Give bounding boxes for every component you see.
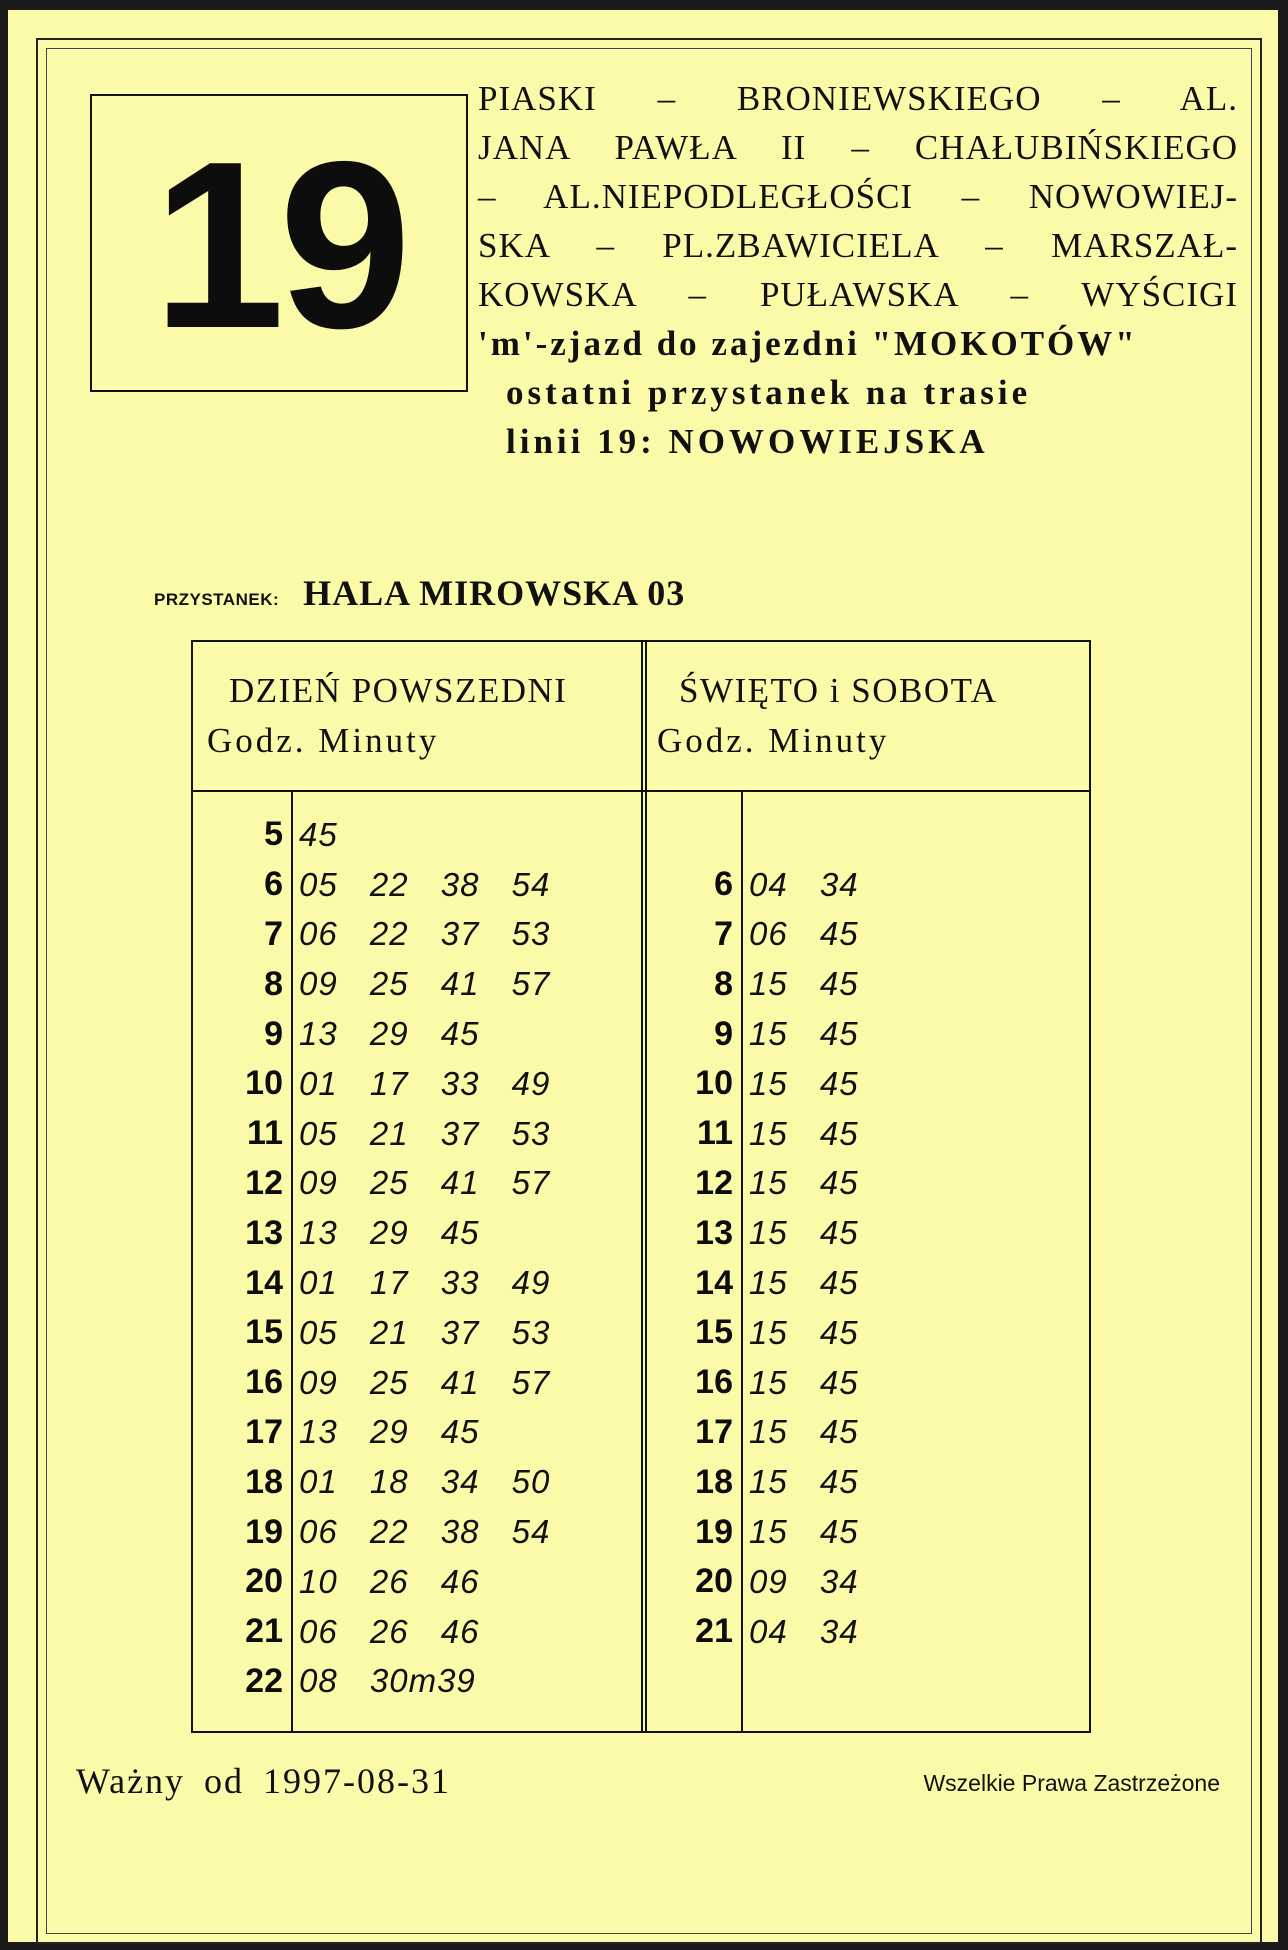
hour-cell: 15 <box>695 1313 733 1352</box>
hour-cell: 11 <box>247 1114 283 1153</box>
minutes-cell: 15 45 <box>749 1015 859 1053</box>
route-line: – AL.NIEPODLEGŁOŚCI – NOWOWIEJ- <box>478 177 1238 216</box>
valid-from: Ważny od 1997-08-31 <box>76 1761 452 1801</box>
schedule-row <box>193 1308 550 1358</box>
schedule-row <box>193 959 550 1009</box>
hour-cell: 5 <box>264 815 283 854</box>
hour-cell: 18 <box>245 1462 283 1501</box>
minutes-cell: 09 25 41 57 <box>299 965 551 1003</box>
hour-cell: 11 <box>697 1114 733 1153</box>
weekday-subtitle: Godz. Minuty <box>207 721 440 760</box>
schedule-row <box>643 1557 859 1607</box>
timetable-grid <box>191 640 1091 1733</box>
schedule-row <box>643 1607 859 1657</box>
schedule-row <box>643 1059 859 1109</box>
hour-cell: 9 <box>714 1014 733 1053</box>
minutes-cell: 45 <box>299 815 338 853</box>
route-description <box>478 74 1238 466</box>
hour-cell: 14 <box>695 1263 733 1302</box>
minutes-cell: 06 22 37 53 <box>299 915 551 953</box>
schedule-row <box>643 1009 859 1059</box>
hour-cell: 22 <box>245 1661 283 1700</box>
minutes-cell: 15 45 <box>749 965 859 1003</box>
schedule-row <box>193 1408 550 1458</box>
minutes-cell: 09 25 41 57 <box>299 1164 551 1202</box>
schedule-row <box>643 1208 859 1258</box>
minutes-cell: 13 29 45 <box>299 1214 480 1252</box>
minutes-cell: 01 17 33 49 <box>299 1264 551 1302</box>
minutes-cell: 13 29 45 <box>299 1413 480 1451</box>
minutes-cell: 08 30m39 <box>299 1662 476 1700</box>
weekday-schedule <box>193 810 550 1706</box>
minutes-cell: 15 45 <box>749 1164 859 1202</box>
schedule-row <box>193 1657 550 1707</box>
schedule-row <box>193 1557 550 1607</box>
minutes-cell: 06 26 46 <box>299 1612 480 1650</box>
hour-cell: 17 <box>695 1412 733 1451</box>
route-line: PIASKI – BRONIEWSKIEGO – AL. <box>478 79 1238 118</box>
holiday-title: ŚWIĘTO i SOBOTA <box>679 671 998 710</box>
route-line: SKA – PL.ZBAWICIELA – MARSZAŁ- <box>478 226 1238 265</box>
schedule-row <box>643 1258 859 1308</box>
line-number: 19 <box>152 113 406 378</box>
line-number-box <box>90 94 468 392</box>
hour-cell: 13 <box>695 1213 733 1252</box>
hour-cell: 21 <box>245 1612 283 1651</box>
route-note: linii 19: NOWOWIEJSKA <box>506 422 989 461</box>
hour-cell: 19 <box>695 1512 733 1551</box>
hour-cell: 21 <box>695 1612 733 1651</box>
hour-cell: 13 <box>245 1213 283 1252</box>
schedule-row <box>193 1159 550 1209</box>
route-line: JANA PAWŁA II – CHAŁUBIŃSKIEGO <box>478 128 1238 167</box>
minutes-cell: 05 21 37 53 <box>299 1313 551 1351</box>
schedule-row <box>193 1607 550 1657</box>
hour-cell: 12 <box>245 1163 283 1202</box>
weekday-header <box>207 666 567 766</box>
schedule-row <box>193 1009 550 1059</box>
stop-name: HALA MIROWSKA 03 <box>303 573 686 613</box>
schedule-row <box>643 1109 859 1159</box>
weekday-title: DZIEŃ POWSZEDNI <box>229 671 568 710</box>
holiday-subtitle: Godz. Minuty <box>657 721 890 760</box>
rights-notice: Wszelkie Prawa Zastrzeżone <box>923 1770 1220 1796</box>
holiday-header <box>657 666 998 766</box>
schedule-row <box>193 1208 550 1258</box>
minutes-cell: 15 45 <box>749 1413 859 1451</box>
hour-cell: 6 <box>264 865 283 904</box>
minutes-cell: 15 45 <box>749 1513 859 1551</box>
schedule-row <box>193 1109 550 1159</box>
schedule-row <box>643 910 859 960</box>
minutes-cell: 10 26 46 <box>299 1562 480 1600</box>
hour-cell: 8 <box>714 964 733 1003</box>
schedule-row <box>193 1358 550 1408</box>
hour-cell: 10 <box>245 1064 283 1103</box>
minutes-cell: 06 22 38 54 <box>299 1513 551 1551</box>
schedule-row <box>643 1457 859 1507</box>
header-rule <box>193 790 1089 792</box>
hour-cell: 20 <box>695 1562 733 1601</box>
schedule-row <box>193 1507 550 1557</box>
hour-cell: 16 <box>245 1363 283 1402</box>
stop-info <box>154 572 685 614</box>
schedule-row <box>643 860 859 910</box>
hour-cell: 16 <box>695 1363 733 1402</box>
schedule-row <box>643 1358 859 1408</box>
minutes-cell: 05 21 37 53 <box>299 1114 551 1152</box>
hour-cell: 9 <box>264 1014 283 1053</box>
minutes-cell: 15 45 <box>749 1264 859 1302</box>
minutes-cell: 15 45 <box>749 1313 859 1351</box>
minutes-cell: 06 45 <box>749 915 859 953</box>
hour-cell: 14 <box>245 1263 283 1302</box>
timetable-sheet <box>8 10 1278 1942</box>
schedule-row <box>193 1059 550 1109</box>
hour-cell: 15 <box>245 1313 283 1352</box>
schedule-row <box>643 810 859 860</box>
minutes-cell: 04 34 <box>749 1612 859 1650</box>
route-note: 'm'-zjazd do zajezdni "MOKOTÓW" <box>478 324 1138 363</box>
minutes-cell: 09 34 <box>749 1562 859 1600</box>
minutes-cell: 15 45 <box>749 1114 859 1152</box>
minutes-cell: 15 45 <box>749 1214 859 1252</box>
minutes-cell: 04 34 <box>749 865 859 903</box>
schedule-row <box>193 910 550 960</box>
minutes-cell: 15 45 <box>749 1363 859 1401</box>
schedule-row <box>193 1258 550 1308</box>
hour-cell: 7 <box>714 914 733 953</box>
schedule-row <box>643 1507 859 1557</box>
hour-cell: 17 <box>245 1412 283 1451</box>
minutes-cell: 15 45 <box>749 1064 859 1102</box>
route-note: ostatni przystanek na trasie <box>506 373 1032 412</box>
schedule-row <box>643 1159 859 1209</box>
hour-cell: 12 <box>695 1163 733 1202</box>
hour-cell: 18 <box>695 1462 733 1501</box>
minutes-cell: 01 17 33 49 <box>299 1064 551 1102</box>
hour-cell: 7 <box>264 914 283 953</box>
schedule-row <box>193 860 550 910</box>
minutes-cell: 13 29 45 <box>299 1015 480 1053</box>
minutes-cell: 09 25 41 57 <box>299 1363 551 1401</box>
minutes-cell: 01 18 34 50 <box>299 1463 551 1501</box>
schedule-row <box>643 1308 859 1358</box>
route-line: KOWSKA – PUŁAWSKA – WYŚCIGI <box>478 275 1238 314</box>
stop-label: PRZYSTANEK: <box>154 590 280 609</box>
schedule-row <box>643 959 859 1009</box>
hour-cell: 8 <box>264 964 283 1003</box>
schedule-row <box>193 1457 550 1507</box>
hour-cell: 20 <box>245 1562 283 1601</box>
minutes-cell: 05 22 38 54 <box>299 865 551 903</box>
hour-cell: 19 <box>245 1512 283 1551</box>
holiday-schedule <box>643 810 859 1657</box>
schedule-row <box>193 810 550 860</box>
minutes-cell: 15 45 <box>749 1463 859 1501</box>
schedule-row <box>643 1408 859 1458</box>
hour-cell: 10 <box>695 1064 733 1103</box>
hour-cell: 6 <box>714 865 733 904</box>
